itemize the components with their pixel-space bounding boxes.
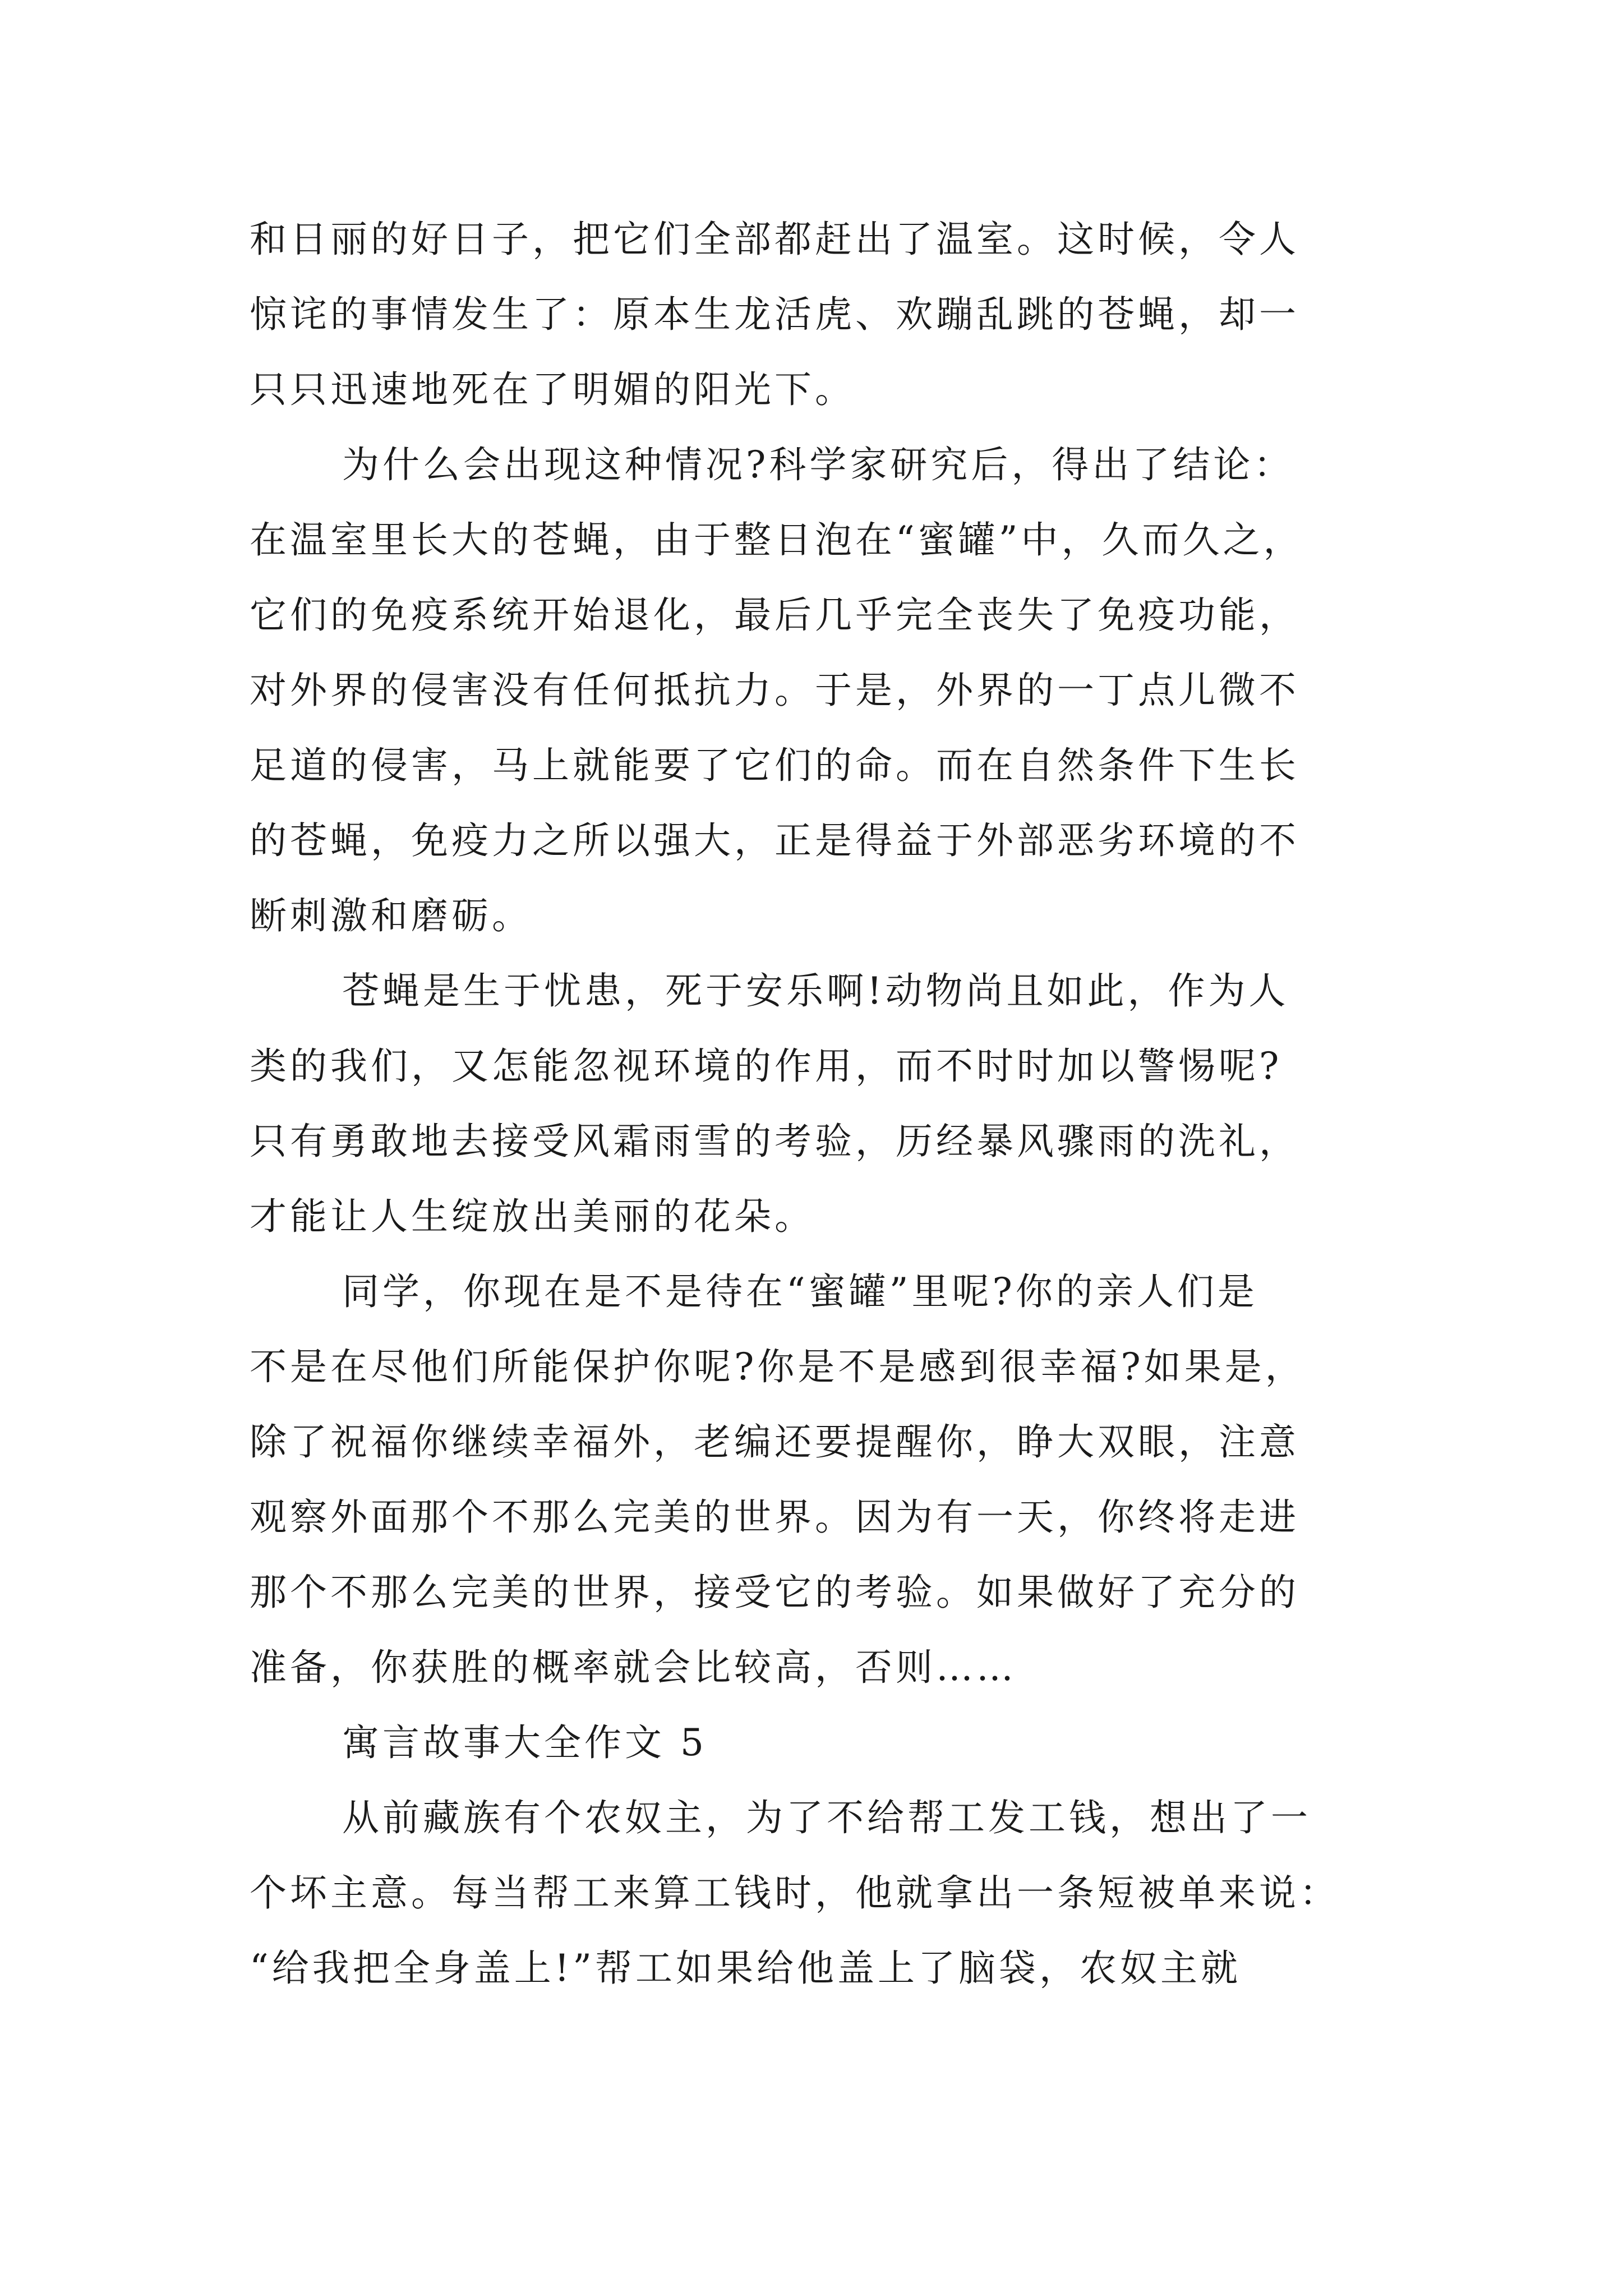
text-line: 断刺激和磨砺。 [250, 894, 532, 937]
text-line: 不是在尽他们所能保护你呢?你是不是感到很幸福?如果是， [250, 1345, 1306, 1388]
text-line: 只有勇敢地去接受风霜雨雪的考验，历经暴风骤雨的洗礼， [250, 1120, 1299, 1163]
text-line: 的苍蝇，免疫力之所以强大，正是得益于外部恶劣环境的不 [250, 819, 1299, 862]
text-line: 准备，你获胜的概率就会比较高，否则…… [250, 1646, 1017, 1689]
text-line: 同学，你现在是不是待在“蜜罐”里呢?你的亲人们是 [342, 1270, 1258, 1313]
text-line: 它们的免疫系统开始退化，最后几乎完全丧失了免疫功能， [250, 593, 1299, 637]
text-line: 个坏主意。每当帮工来算工钱时，他就拿出一条短被单来说： [250, 1871, 1340, 1915]
text-line: 足道的侵害，马上就能要了它们的命。而在自然条件下生长 [250, 744, 1299, 787]
text-line: 和日丽的好日子，把它们全部都赶出了温室。这时候，令人 [250, 218, 1299, 261]
text-line: 寓言故事大全作文 5 [342, 1721, 707, 1764]
text-line: 苍蝇是生于忧患，死于安乐啊!动物尚且如此，作为人 [342, 969, 1289, 1013]
text-line: 观察外面那个不那么完美的世界。因为有一天，你终将走进 [250, 1496, 1299, 1539]
text-line: 对外界的侵害没有任何抵抗力。于是，外界的一丁点儿微不 [250, 669, 1299, 712]
text-line: 在温室里长大的苍蝇，由于整日泡在“蜜罐”中，久而久之， [250, 518, 1304, 562]
text-line: 惊诧的事情发生了：原本生龙活虎、欢蹦乱跳的苍蝇，却一 [250, 293, 1299, 336]
text-line: 只只迅速地死在了明媚的阳光下。 [250, 368, 855, 411]
text-line: “给我把全身盖上!”帮工如果给他盖上了脑袋，农奴主就 [250, 1947, 1242, 1990]
text-line: 那个不那么完美的世界，接受它的考验。如果做好了充分的 [250, 1571, 1299, 1614]
text-line: 从前藏族有个农奴主，为了不给帮工发工钱，想出了一 [342, 1796, 1311, 1839]
document-body [250, 202, 1382, 2006]
text-line: 除了祝福你继续幸福外，老编还要提醒你，睁大双眼，注意 [250, 1420, 1299, 1464]
text-line: 为什么会出现这种情况?科学家研究后，得出了结论： [342, 443, 1294, 486]
text-line: 类的我们，又怎能忽视环境的作用，而不时时加以警惕呢? [250, 1045, 1283, 1088]
text-line: 才能让人生绽放出美丽的花朵。 [250, 1195, 815, 1238]
